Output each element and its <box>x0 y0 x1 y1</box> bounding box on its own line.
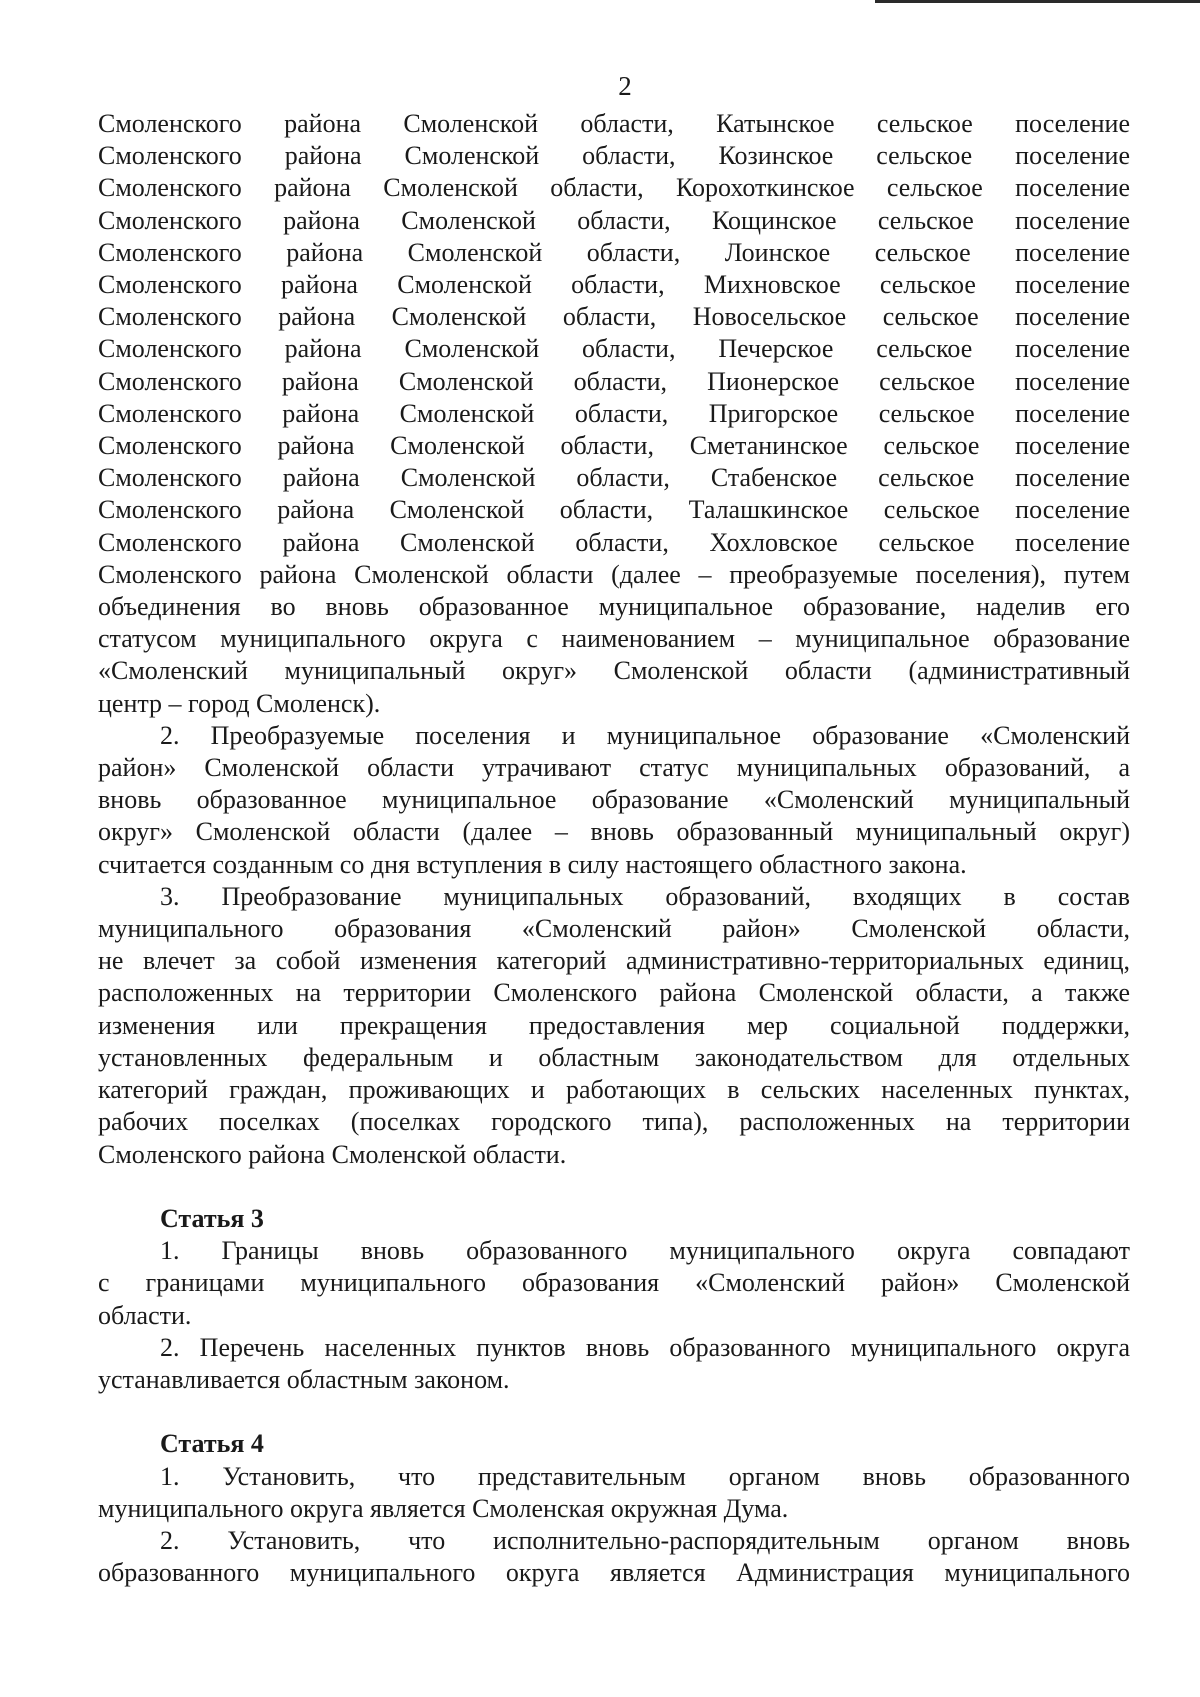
top-border-line <box>875 0 1200 3</box>
text-line: центр – город Смоленск). <box>98 688 381 718</box>
text-line: расположенных на территории Смоленского района Смоленской области, а также <box>98 978 1130 1008</box>
text-line: статусом муниципального округа с наименованием – муниципальное образование <box>98 624 1130 654</box>
text-line: Смоленского района Смоленской области, Лоинское сельское поселение <box>98 237 1130 267</box>
text-line: район» Смоленской области утрачивают статус муниципальных образований, а <box>98 753 1130 783</box>
article-2-paragraph-2 <box>98 720 1130 881</box>
text-line: Смоленского района Смоленской области, Михновское сельское поселение <box>98 270 1130 300</box>
text-line: Смоленского района Смоленской области, Катынское сельское поселение <box>98 109 1130 138</box>
text-line: 1. Границы вновь образованного муниципального округа совпадают <box>160 1236 1130 1266</box>
text-line: Смоленского района Смоленской области, Пригорское сельское поселение <box>98 398 1130 428</box>
text-line: Смоленского района Смоленской области. <box>98 1139 567 1169</box>
article-2-paragraph-1 <box>98 108 1130 720</box>
text-line: Смоленского района Смоленской области, Пионерское сельское поселение <box>98 366 1130 396</box>
text-line: Смоленского района Смоленской области, Кощинское сельское поселение <box>98 205 1130 235</box>
article-2-paragraph-3 <box>98 881 1130 1171</box>
article-4-heading: Статья 4 <box>160 1429 264 1459</box>
text-line: Смоленского района Смоленской области, Козинское сельское поселение <box>98 141 1130 171</box>
page-number: 2 <box>618 71 632 101</box>
article-3-heading: Статья 3 <box>160 1203 264 1233</box>
text-line: 3. Преобразование муниципальных образований, входящих в состав <box>160 881 1130 911</box>
text-line: вновь образованное муниципальное образование «Смоленский муниципальный <box>98 785 1130 815</box>
text-line: образованного муниципального округа является Администрация муниципального <box>98 1558 1130 1588</box>
text-line: рабочих поселках (поселках городского типа), расположенных на территории <box>98 1107 1130 1137</box>
text-line: с границами муниципального образования «Смоленский район» Смоленской <box>98 1268 1130 1298</box>
text-line: установленных федеральным и областным законодательством для отдельных <box>98 1042 1130 1072</box>
text-line: Смоленского района Смоленской области, Талашкинское сельское поселение <box>98 495 1130 525</box>
text-line: округ» Смоленской области (далее – вновь образованный муниципальный округ) <box>98 817 1130 847</box>
paragraph-gap <box>98 1171 1130 1203</box>
article-3 <box>98 1203 1130 1396</box>
text-line: муниципального образования «Смоленский район» Смоленской области, <box>98 914 1130 944</box>
text-line: изменения или прекращения предоставления мер социальной поддержки, <box>98 1010 1130 1040</box>
text-line: Смоленского района Смоленской области, Хохловское сельское поселение <box>98 527 1130 557</box>
document-body <box>98 108 1130 1589</box>
text-line: области. <box>98 1300 192 1330</box>
paragraph-gap <box>98 1396 1130 1428</box>
text-line: Смоленского района Смоленской области, Печерское сельское поселение <box>98 334 1130 364</box>
text-line: муниципального округа является Смоленская окружная Дума. <box>98 1493 789 1523</box>
text-line: 2. Установить, что исполнительно-распорядительным органом вновь <box>160 1525 1130 1555</box>
text-line: Смоленского района Смоленской области (далее – преобразуемые поселения), путем <box>98 559 1130 589</box>
text-line: объединения во вновь образованное муниципальное образование, наделив его <box>98 592 1130 622</box>
text-line: Смоленского района Смоленской области, Корохоткинское сельское поселение <box>98 173 1130 203</box>
text-line: 2. Преобразуемые поселения и муниципальное образование «Смоленский <box>160 720 1130 750</box>
text-line: 2. Перечень населенных пунктов вновь образованного муниципального округа <box>160 1332 1130 1362</box>
text-line: Смоленского района Смоленской области, Новосельское сельское поселение <box>98 302 1130 332</box>
text-line: категорий граждан, проживающих и работающих в сельских населенных пунктах, <box>98 1075 1130 1105</box>
article-4 <box>98 1428 1130 1589</box>
text-line: устанавливается областным законом. <box>98 1364 510 1394</box>
text-line: Смоленского района Смоленской области, Стабенское сельское поселение <box>98 463 1130 493</box>
text-line: Смоленского района Смоленской области, Сметанинское сельское поселение <box>98 431 1130 461</box>
text-line: считается созданным со дня вступления в силу настоящего областного закона. <box>98 849 967 879</box>
text-line: «Смоленский муниципальный округ» Смоленской области (административный <box>98 656 1130 686</box>
text-line: не влечет за собой изменения категорий административно-территориальных единиц, <box>98 946 1130 976</box>
text-line: 1. Установить, что представительным органом вновь образованного <box>160 1461 1130 1491</box>
